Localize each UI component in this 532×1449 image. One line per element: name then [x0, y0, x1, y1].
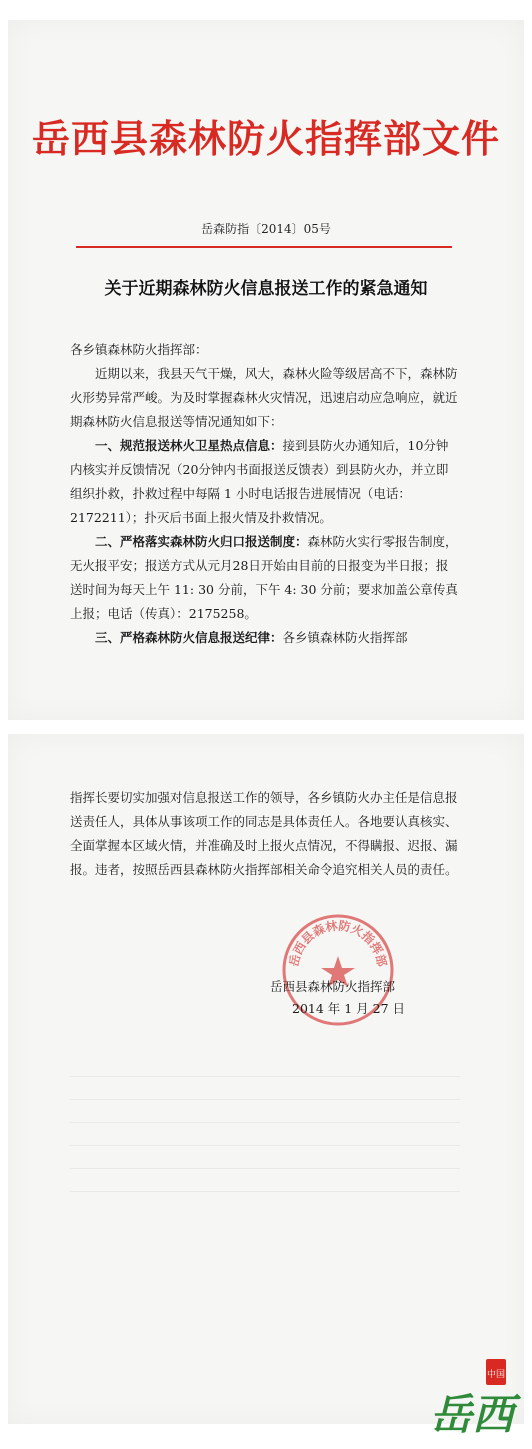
section-1	[70, 434, 458, 530]
intro-paragraph: 近期以来，我县天气干燥，风大，森林火险等级居高不下，森林防火形势异常严峻。为及时掌握森林火灾情况，迅速启动应急响应，就近期森林防火信息报送等情况通知如下：	[70, 366, 458, 429]
document-page-2	[8, 734, 524, 1424]
document-number: 岳森防指〔2014〕05号	[201, 222, 331, 236]
section-2-heading: 二、严格落实森林防火归口报送制度：	[95, 534, 308, 549]
bleed-through-lines	[70, 1054, 460, 1214]
section-1-body: 接到县防火办通知后，10分钟内核实并反馈情况（20分钟内书面报送反馈表）到县防火办，并立即组织扑救，扑救过程中每隔 1 小时电话报告进展情况（电话：2172211）；扑灭后书面上报火情及扑救情况。	[70, 438, 449, 525]
document-page-1	[8, 20, 524, 720]
logo-badge-text: 中国	[486, 1370, 506, 1380]
section-2-body: 森林防火实行零报告制度，无火报平安；报送方式从元月28日开始由目前的日报变为半日报；报送时间为每天上午 11: 30 分前，下午 4: 30 分前；要求加盖公章传真上报；电话（传真）：2175258。	[70, 534, 458, 621]
continuation-paragraph: 指挥长要切实加强对信息报送工作的领导，各乡镇防火办主任是信息报送责任人，具体从事该项工作的同志是具体责任人。各地要认真核实、全面掌握本区域火情，并准确及时上报火点情况，不得瞒报、迟报、漏报。违者，按照岳西县森林防火指挥部相关命令追究相关人员的责任。	[70, 790, 458, 877]
signature-block	[270, 976, 405, 1020]
seal-text: 岳西县森林防火指挥部	[286, 918, 390, 968]
document-title: 关于近期森林防火信息报送工作的紧急通知	[104, 279, 428, 299]
continuation-text	[70, 786, 458, 882]
document-date: 2014 年 1 月 27 日	[292, 1001, 406, 1016]
document-body	[70, 338, 458, 650]
yuexi-logo	[424, 1353, 524, 1443]
signatory: 岳西县森林防火指挥部	[270, 979, 396, 994]
section-3-heading: 三、严格森林防火信息报送纪律：	[95, 630, 283, 645]
section-3-body: 各乡镇森林防火指挥部	[282, 630, 408, 645]
section-2	[70, 530, 458, 626]
section-1-heading: 一、规范报送林火卫星热点信息：	[95, 438, 283, 453]
section-3	[70, 626, 458, 650]
header-divider	[76, 246, 452, 248]
salutation: 各乡镇森林防火指挥部：	[70, 342, 208, 357]
document-header: 岳西县森林防火指挥部文件	[31, 117, 500, 161]
logo-text: 岳西	[429, 1390, 515, 1439]
